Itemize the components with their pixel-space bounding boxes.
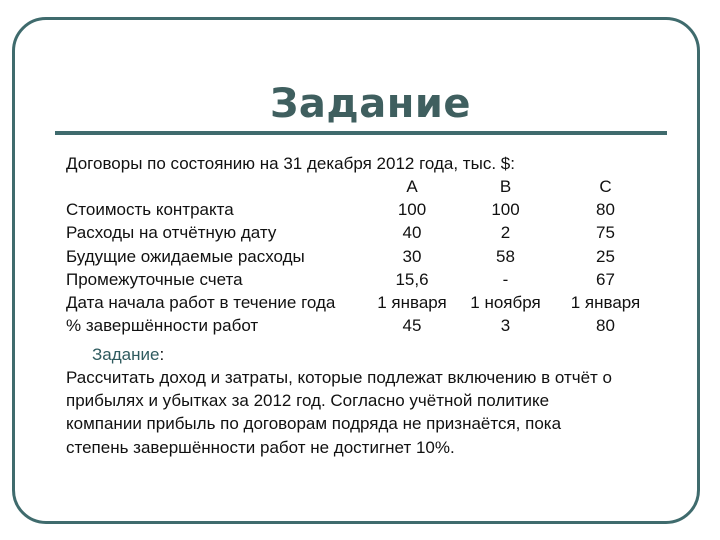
header-c: C	[599, 177, 612, 196]
intro-text: Договоры по состоянию на 31 декабря 2012 года, тыс. $:	[66, 154, 515, 173]
table-row	[66, 314, 654, 337]
task-heading	[92, 343, 164, 366]
task-description	[66, 366, 696, 459]
task-line: прибылях и убытках за 2012 год. Согласно учётной политике	[66, 391, 550, 411]
cell-b: 100	[491, 200, 520, 220]
row-label: Дата начала работ в течение года	[66, 293, 336, 313]
row-label: Расходы на отчётную дату	[66, 223, 277, 243]
cell-c: 67	[596, 269, 615, 289]
table-header-row	[66, 175, 654, 198]
cell-c: 1 января	[570, 293, 641, 313]
cell-c: 80	[596, 316, 615, 336]
slide-title: Задание	[270, 81, 471, 127]
header-a: A	[406, 177, 418, 196]
table-row	[66, 198, 654, 221]
cell-b: 3	[500, 316, 511, 336]
task-line: Рассчитать доход и затраты, которые подлежат включению в отчёт о	[66, 368, 613, 387]
title-rule	[55, 131, 667, 135]
cell-a: 15,6	[395, 269, 429, 289]
row-label: Будущие ожидаемые расходы	[66, 246, 305, 266]
cell-b: 58	[496, 246, 515, 266]
cell-b: 2	[500, 223, 511, 243]
table-row	[66, 291, 654, 314]
table-row	[66, 268, 654, 291]
table-row	[66, 245, 654, 268]
task-heading-colon: :	[159, 345, 165, 364]
cell-b: 1 ноября	[470, 293, 541, 313]
cell-b: -	[502, 269, 509, 289]
cell-a: 30	[402, 246, 422, 266]
header-label	[66, 175, 370, 198]
contracts-table	[66, 175, 654, 337]
table-row	[66, 221, 654, 244]
row-label: % завершённости работ	[66, 316, 259, 336]
cell-c: 75	[596, 223, 615, 243]
row-label: Промежуточные счета	[66, 269, 243, 289]
cell-c: 25	[596, 246, 615, 266]
row-label: Стоимость контракта	[66, 200, 234, 220]
header-b: B	[499, 177, 512, 196]
task-heading-label: Задание	[92, 345, 160, 364]
cell-a: 100	[397, 200, 427, 220]
cell-c: 80	[596, 200, 615, 220]
task-line: степень завершённости работ не достигнет 10%.	[66, 437, 455, 457]
cell-a: 45	[402, 316, 422, 336]
cell-a: 1 января	[377, 293, 447, 313]
task-line: компании прибыль по договорам подряда не признаётся, пока	[66, 414, 562, 434]
cell-a: 40	[402, 223, 422, 243]
